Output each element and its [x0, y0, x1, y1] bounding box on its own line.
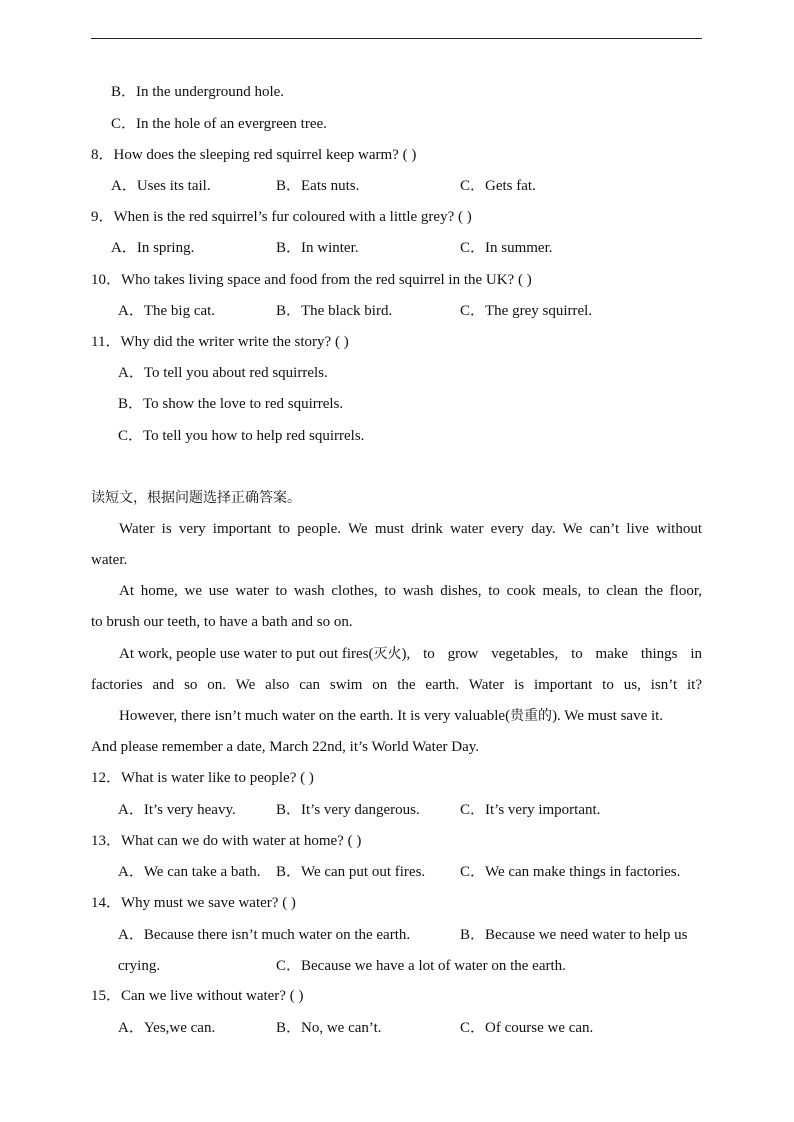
passage-p2-line2: to brush our teeth, to have a bath and so on. — [91, 614, 353, 630]
q13-question: 13．What can we do with water at home? ( ) — [91, 833, 362, 849]
passage-p4-line1-part2: ). We must save it. — [552, 708, 664, 724]
q11-option-c: C．To tell you how to help red squirrels. — [118, 428, 365, 444]
passage-p4-line1-cjk: 贵重的 — [510, 708, 553, 724]
q14-question: 14．Why must we save water? ( ) — [91, 895, 296, 911]
q8-option-c: C．Gets fat. — [460, 178, 536, 194]
passage-p3-line1 — [119, 645, 702, 663]
q14-option-c: C．Because we have a lot of water on the earth. — [276, 958, 566, 974]
q14-option-b: B．Because we need water to help us — [460, 927, 688, 943]
q11-option-b: B．To show the love to red squirrels. — [118, 396, 344, 412]
q12-question: 12．What is water like to people? ( ) — [91, 770, 314, 786]
q13-option-c: C．We can make things in factories. — [460, 864, 681, 880]
q8-option-b: B．Eats nuts. — [276, 178, 360, 194]
passage-p3-line1-part1: At work, people use water to put out fires( — [119, 646, 374, 662]
q9-option-b: B．In winter. — [276, 240, 359, 256]
q12-option-b: B．It’s very dangerous. — [276, 802, 420, 818]
q9-question: 9．When is the red squirrel’s fur coloured with a little grey? ( ) — [91, 209, 472, 225]
q12-option-a: A．It’s very heavy. — [118, 802, 236, 818]
q13-option-b: B．We can put out fires. — [276, 864, 426, 880]
passage-p1-line2: water. — [91, 552, 128, 568]
passage-p3-line1-part2: ), to grow vegetables, to make things in — [401, 646, 702, 662]
q12-option-c: C．It’s very important. — [460, 802, 601, 818]
q7-option-c: C．In the hole of an evergreen tree. — [111, 116, 327, 132]
q11-option-a: A．To tell you about red squirrels. — [118, 365, 328, 381]
passage-p3-line2: factories and so on. We also can swim on the earth. Water is important to us, isn’t it? — [91, 677, 702, 693]
header-rule — [91, 38, 702, 39]
q10-option-a: A．The big cat. — [118, 303, 216, 319]
q15-question: 15．Can we live without water? ( ) — [91, 988, 304, 1004]
q10-option-c: C．The grey squirrel. — [460, 303, 593, 319]
q9-option-c: C．In summer. — [460, 240, 553, 256]
q15-option-a: A．Yes,we can. — [118, 1020, 216, 1036]
q9-option-a: A．In spring. — [111, 240, 195, 256]
q7-option-b: B．In the underground hole. — [111, 84, 285, 100]
passage-p4-line2: And please remember a date, March 22nd, it’s World Water Day. — [91, 739, 480, 755]
q14-option-b-continued: crying. — [118, 958, 161, 974]
passage-p1-line1: Water is very important to people. We must drink water every day. We can’t live without — [119, 521, 702, 537]
q13-option-a: A．We can take a bath. — [118, 864, 261, 880]
q11-question: 11．Why did the writer write the story? ( ) — [91, 334, 349, 350]
q8-question: 8．How does the sleeping red squirrel keep warm? ( ) — [91, 147, 417, 163]
q15-option-c: C．Of course we can. — [460, 1020, 594, 1036]
reading-instruction: 读短文，根据问题选择正确答案。 — [91, 490, 301, 506]
q10-question: 10．Who takes living space and food from the red squirrel in the UK? ( ) — [91, 272, 532, 288]
passage-p2-line1: At home, we use water to wash clothes, to wash dishes, to cook meals, to clean the floor, — [119, 583, 702, 599]
q10-option-b: B．The black bird. — [276, 303, 393, 319]
passage-p3-line1-cjk: 灭火 — [373, 646, 402, 662]
q14-option-a: A．Because there isn’t much water on the earth. — [118, 927, 411, 943]
passage-p4-line1 — [119, 707, 702, 725]
passage-p4-line1-part1: However, there isn’t much water on the earth. It is very valuable( — [119, 708, 511, 724]
q8-option-a: A．Uses its tail. — [111, 178, 211, 194]
q15-option-b: B．No, we can’t. — [276, 1020, 382, 1036]
